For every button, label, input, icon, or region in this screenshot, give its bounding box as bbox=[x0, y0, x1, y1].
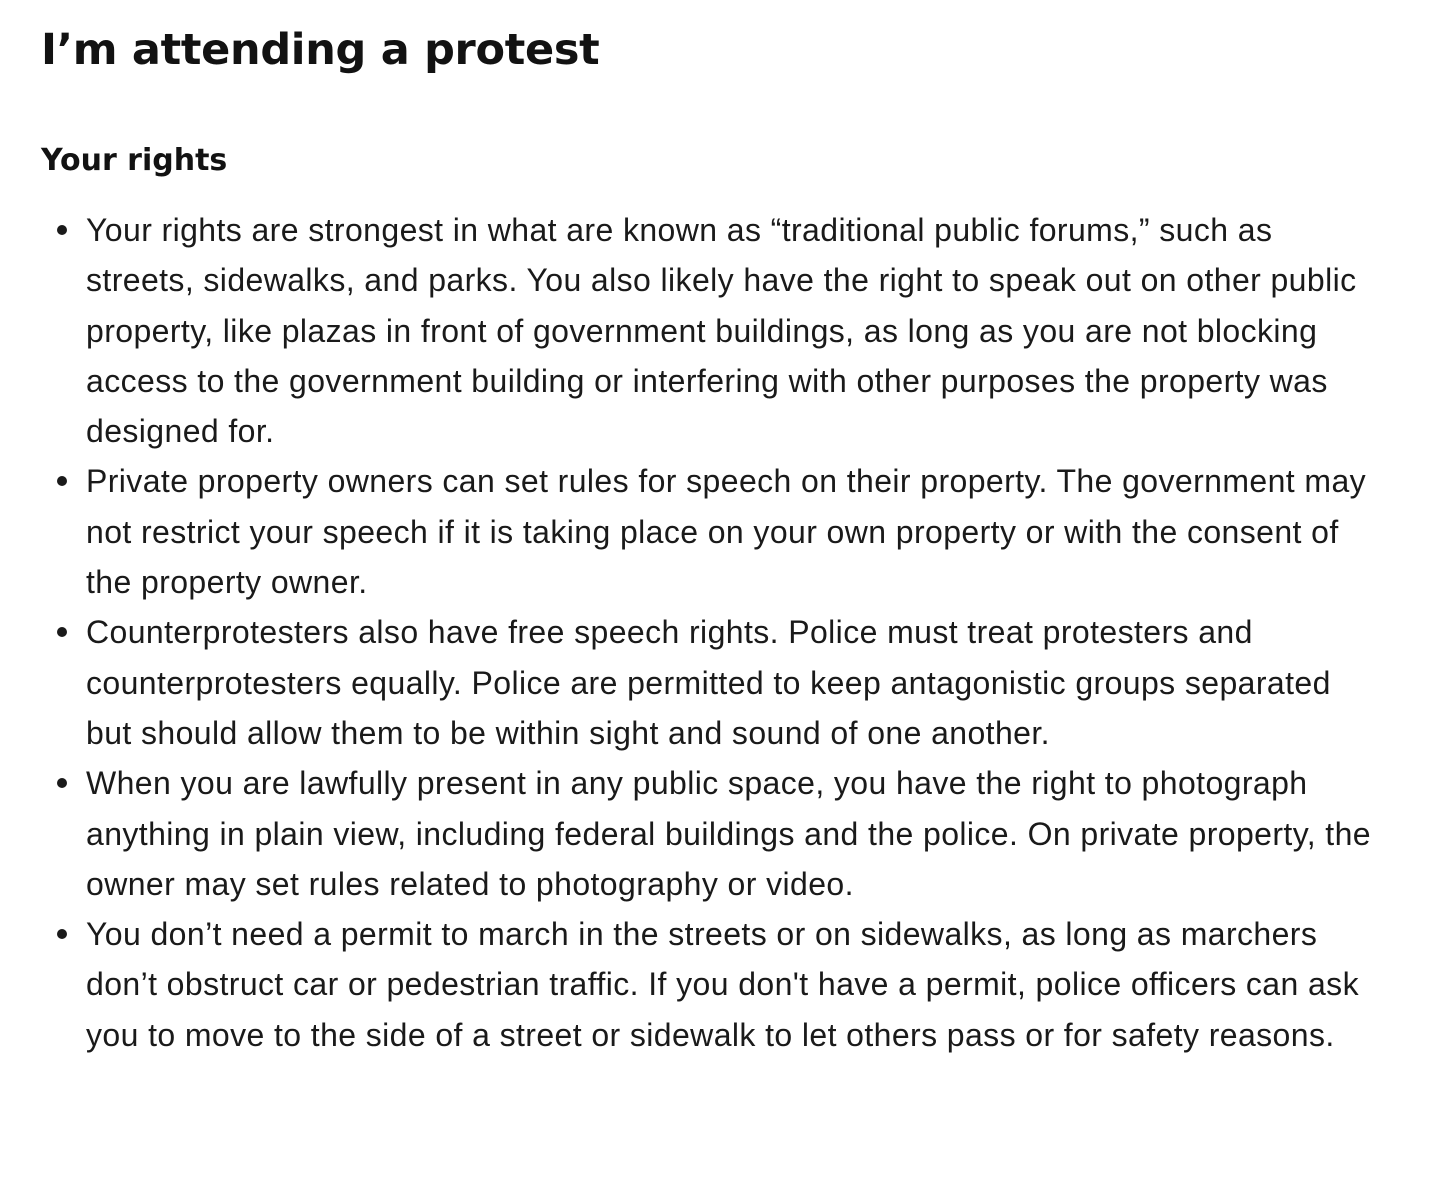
list-item bbox=[41, 607, 1371, 758]
list-item bbox=[41, 205, 1371, 456]
list-item-text: You don’t need a permit to march in the streets or on sidewalks, as long as marchers don’t obstruct car or pedestrian traffic. If you don't have a permit, police officers can ask you to move to the side of a street or sidewalk to let others pass or for safety reasons. bbox=[86, 916, 1359, 1053]
list-item bbox=[41, 456, 1371, 607]
list-item-text: Your rights are strongest in what are known as “traditional public forums,” such as streets, sidewalks, and parks. You also likely have the right to speak out on other public property, like plazas in front of government buildings, as long as you are not blocking access to the government building or interfering with other purposes the property was designed for. bbox=[86, 212, 1357, 450]
bullet-icon bbox=[57, 476, 67, 486]
bullet-icon bbox=[57, 225, 67, 235]
list-item-text: Counterprotesters also have free speech rights. Police must treat protesters and counterprotesters equally. Police are permitted to keep antagonistic groups separated but should allow them to be within sight and sound of one another. bbox=[86, 614, 1331, 751]
bullet-icon bbox=[57, 929, 67, 939]
list-item bbox=[41, 909, 1371, 1060]
bullet-icon bbox=[57, 778, 67, 788]
list-item bbox=[41, 758, 1371, 909]
bullet-icon bbox=[57, 627, 67, 637]
rights-list bbox=[41, 205, 1371, 1060]
section-heading-your-rights: Your rights bbox=[41, 143, 228, 178]
list-item-text: Private property owners can set rules for speech on their property. The government may not restrict your speech if it is taking place on your own property or with the consent of the property owner. bbox=[86, 463, 1367, 601]
list-item-text: When you are lawfully present in any public space, you have the right to photograph anything in plain view, including federal buildings and the police. On private property, the owner may set rules related to photography or video. bbox=[86, 765, 1371, 902]
page-title: I’m attending a protest bbox=[41, 25, 600, 75]
